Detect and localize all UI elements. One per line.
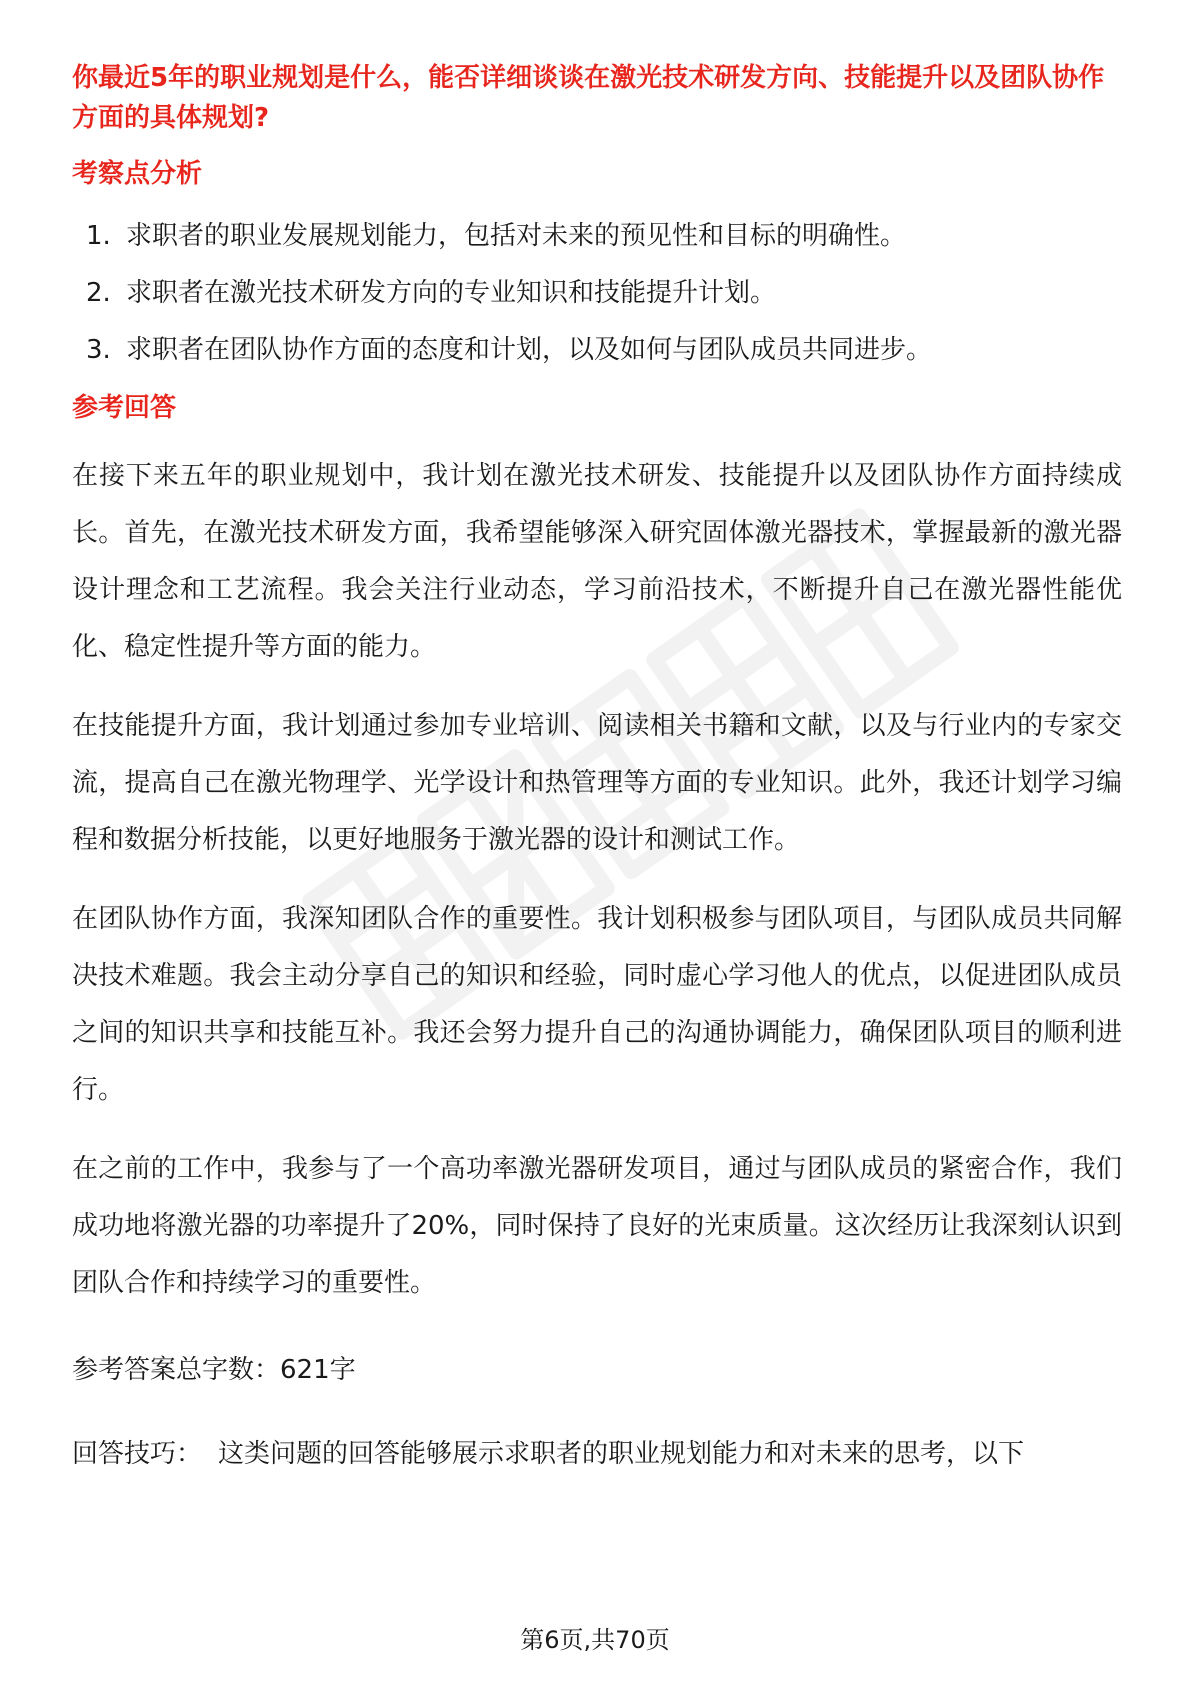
list-item-number: 3. (86, 335, 111, 365)
question-title: 你最近5年的职业规划是什么，能否详细谈谈在激光技术研发方向、技能提升以及团队协作方面的具体规划? (72, 63, 1105, 133)
list-item (72, 216, 1122, 256)
analysis-heading: 考察点分析 (72, 159, 203, 189)
answer-heading: 参考回答 (72, 393, 177, 423)
list-item-text: 求职者在团队协作方面的态度和计划，以及如何与团队成员共同进步。 (126, 335, 933, 365)
list-item-number: 2. (86, 278, 111, 308)
answer-paragraph: 在接下来五年的职业规划中，我计划在激光技术研发、技能提升以及团队协作方面持续成长。首先，在激光技术研发方面，我希望能够深入研究固体激光器技术，掌握最新的激光器设计理念和工艺流程。我会关注行业动态，学习前沿技术，不断提升自己在激光器性能优化、稳定性提升等方面的能力。 (72, 461, 1122, 662)
list-item-number: 1. (86, 221, 111, 251)
answer-paragraph: 在之前的工作中，我参与了一个高功率激光器研发项目，通过与团队成员的紧密合作，我们成功地将激光器的功率提升了20%，同时保持了良好的光束质量。这次经历让我深刻认识到团队合作和持续学习的重要性。 (72, 1154, 1122, 1298)
list-item-text: 求职者在激光技术研发方向的专业知识和技能提升计划。 (126, 278, 777, 308)
tips-label: 回答技巧： (72, 1439, 203, 1469)
main-content (72, 58, 1122, 1474)
answer-paragraph: 在团队协作方面，我深知团队合作的重要性。我计划积极参与团队项目，与团队成员共同解决技术难题。我会主动分享自己的知识和经验，同时虚心学习他人的优点，以促进团队成员之间的知识共享和技能互补。我还会努力提升自己的沟通协调能力，确保团队项目的顺利进行。 (72, 904, 1122, 1105)
analysis-list (72, 216, 1122, 370)
list-item-text: 求职者的职业发展规划能力，包括对未来的预见性和目标的明确性。 (126, 221, 907, 251)
word-count: 参考答案总字数：621字 (72, 1355, 356, 1385)
answer-tips (72, 1434, 1122, 1474)
tips-text: 这类问题的回答能够展示求职者的职业规划能力和对未来的思考，以下 (218, 1439, 1025, 1469)
answer-paragraph: 在技能提升方面，我计划通过参加专业培训、阅读相关书籍和文献，以及与行业内的专家交流，提高自己在激光物理学、光学设计和热管理等方面的专业知识。此外，我还计划学习编程和数据分析技能，以更好地服务于激光器的设计和测试工作。 (72, 711, 1122, 855)
list-item (72, 273, 1122, 313)
page-number: 第6页,共70页 (520, 1626, 670, 1654)
list-item (72, 330, 1122, 370)
